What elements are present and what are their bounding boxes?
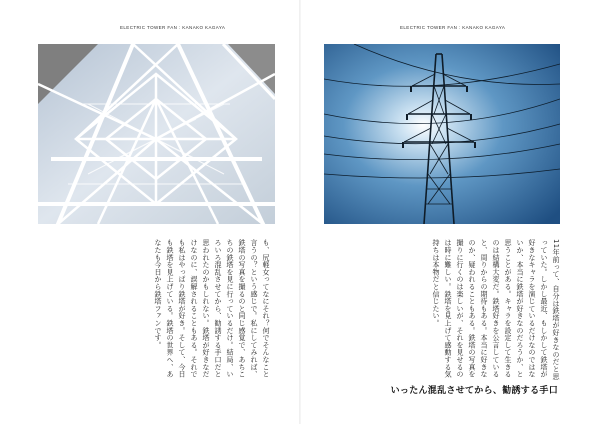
- pull-quote-caption: いったん混乱させてから、勧誘する手口: [390, 386, 558, 396]
- right-body-text: 11年前って、自分は鉄塔が好きなのだと思っていた。しかし最近、もしかして鉄塔が好きなキャラを演じているだけなのではないか、本当に鉄塔が好きなのだろうか、と思うことがある。キャラを設定して生きるのは結構大変だ。鉄塔好きを公言していると、周りからの期待もある。本当に好きなのか、疑われることもある。鉄塔の写真を撮りに行くのは楽しいが、それを見せるのは時に難しい。鉄塔を見上げて感動する気持ちは本物だと信じたい。: [432, 239, 560, 380]
- tower-underside-photo-icon: [38, 44, 275, 224]
- right-tower-photo: [324, 44, 560, 224]
- page-gutter: [299, 0, 301, 424]
- transmission-tower-sky-photo-icon: [324, 44, 560, 224]
- right-running-head: ELECTRIC TOWER FAN : KANAKO KAGAYA: [400, 25, 506, 30]
- left-tower-photo: [38, 44, 275, 224]
- left-body-text: も、尻軽女ってなにそれ？何でそんなこと言うの？という感じで。私にしてみれば、鉄塔の写真を撮るのと同じ感覚で、あちこちの鉄塔を見に行っているだけ。結局、いろいろ混乱させてから、勧誘する手口だと思われたのかもしれない。鉄塔が好きなだけなのに、誤解されることもある。それでも私はやっぱり鉄塔が好き。そして、今日も鉄塔を見上げている。鉄塔の世界へ、あなたも今日から鉄塔ファンです。: [154, 239, 270, 378]
- left-running-head: ELECTRIC TOWER FAN : KANAKO KAGAYA: [120, 25, 226, 30]
